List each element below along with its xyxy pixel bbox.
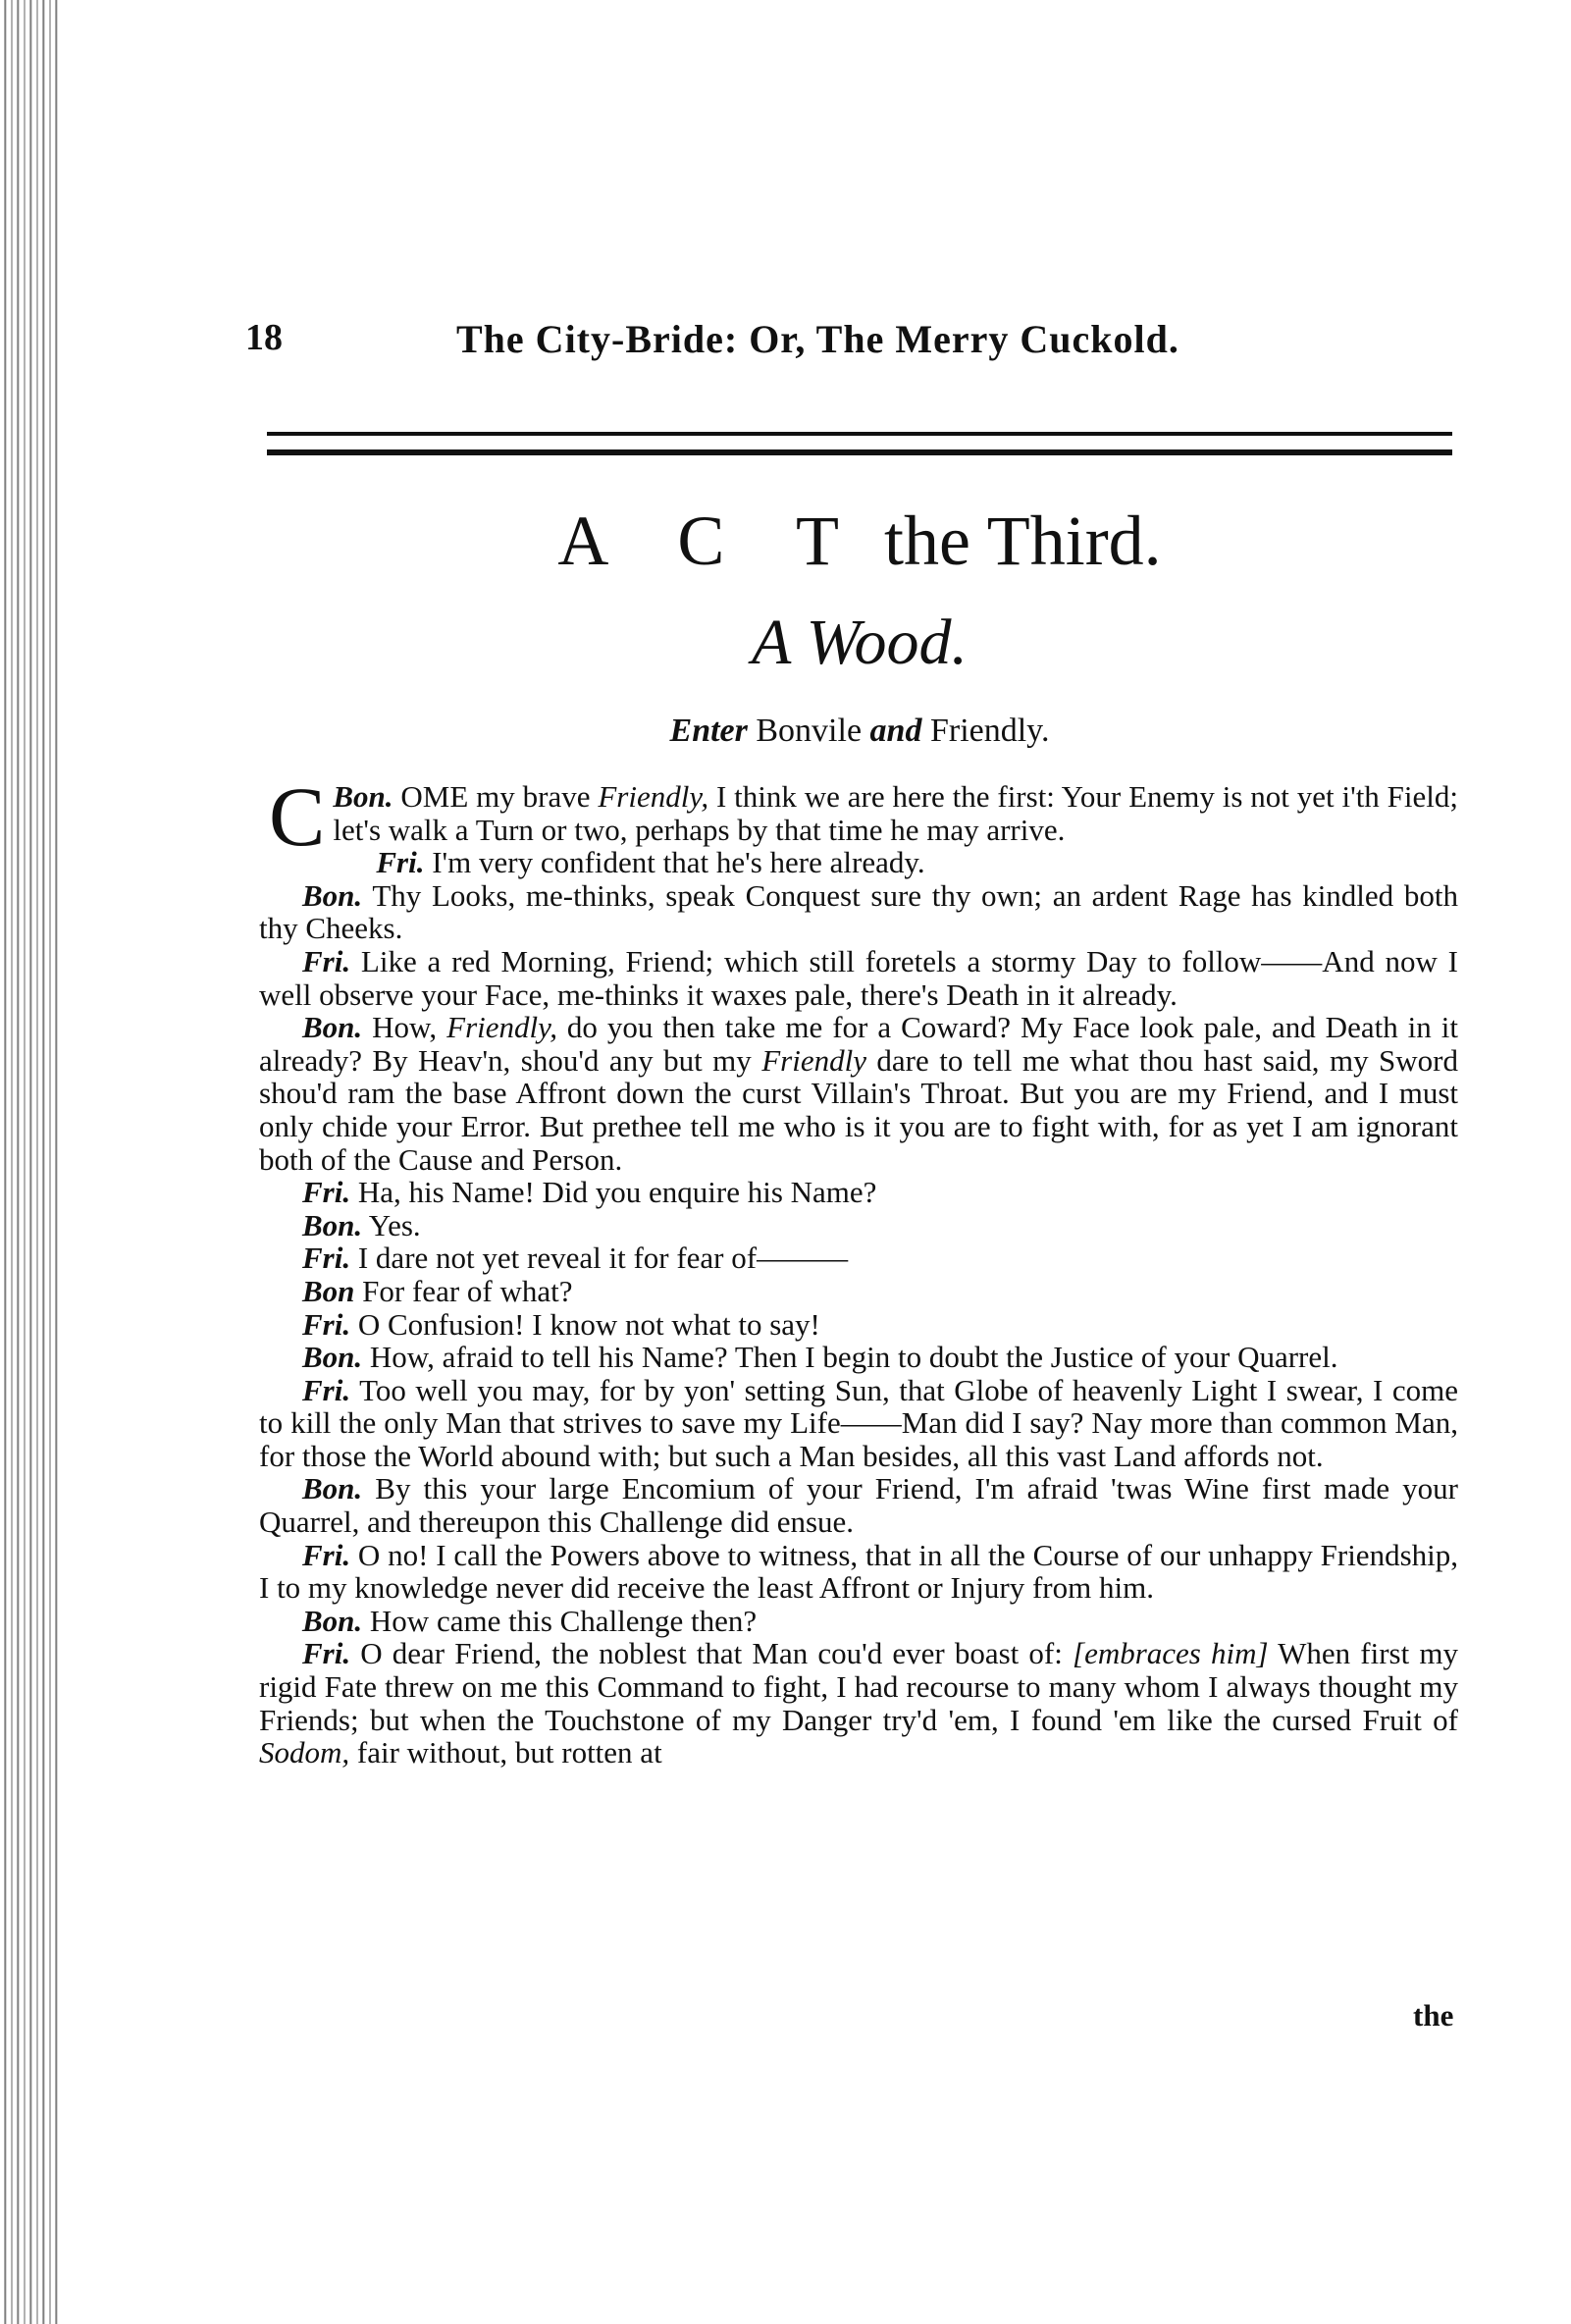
speech-text: Too well you may, for by yon' setting Sun, that Globe of heavenly Light I swear, I come to kill the only Man that strives to save my Life——Man did I say? Nay more than common Man, for those the World abound with; but such a Man besides, all this vast Land affords not. [259,1372,1458,1473]
act-heading [267,497,1452,585]
speech-text: do you then take me for a Coward? My Face look pale, and Death in it already? By Heav'n, shou'd any but my [259,1010,1458,1078]
header-rule-thick [267,449,1452,455]
italic-text: Sodom, [259,1735,350,1770]
speaker-name: Bon. [302,1471,363,1506]
speaker-name: Fri. [302,1306,351,1342]
speaker-name: Bon. [333,779,393,814]
speech-paragraph [259,1472,1458,1538]
speech-paragraph [259,1275,1458,1308]
stage-direction-character-2: Friendly. [929,713,1050,749]
speech-text: I'm very confident that he's here already. [432,845,925,880]
drop-cap: C [269,769,326,864]
stage-direction-character-1: Bonvile [756,713,863,749]
speech-text: dare to tell me what thou hast said, my Sword shou'd ram the base Affront down the curst Villain's Throat. But you are my Friend, and I must only chide your Error. But prethee tell me who is it you are to fight with, for as yet I am ignorant both of the Cause and Person. [259,1042,1459,1177]
speech-text: O no! I call the Powers above to witness, that in all the Course of our unhappy Friendship, I to my knowledge never did receive the least Affront or Injury from him. [259,1537,1458,1606]
speaker-name: Fri. [302,1372,351,1407]
speech-text: Ha, his Name! Did you enquire his Name? [357,1175,877,1210]
speech-paragraph [259,1241,1458,1275]
catchword: the [1413,1998,1454,2033]
stage-direction-and: and [869,713,922,749]
dialogue-body [259,769,1459,1770]
act-word: A C T [557,502,867,580]
speech-text: fair without, but rotten at [349,1735,662,1770]
speech-paragraph [259,1209,1458,1242]
speech-text: OME my brave [400,779,599,814]
speech-paragraph [259,846,1458,879]
speaker-name: Fri. [302,1241,351,1276]
speech-paragraph [259,1605,1458,1638]
speaker-name: Bon. [302,1010,363,1045]
stage-direction [267,709,1452,754]
stage-direction-enter: Enter [669,713,748,749]
speech-text: Like a red Morning, Friend; which still foretels a stormy Day to follow——And now I well observe your Face, me-thinks it waxes pale, there's Death in it already. [259,943,1459,1012]
speech-paragraph [259,1341,1458,1374]
speech-text: Yes. [368,1207,421,1242]
speech-text: How, [372,1010,447,1045]
italic-text: Friendly, [446,1010,557,1045]
act-number: the Third. [884,502,1162,580]
speech-text: By this your large Encomium of your Friend, I'm afraid 'twas Wine first made your Quarrel, and thereupon this Challenge did ensue. [259,1471,1458,1540]
italic-text: Friendly, [598,779,709,814]
binding-edge [0,0,61,2324]
speaker-name: Bon. [302,1207,363,1242]
speech-text: For fear of what? [362,1273,573,1308]
speaker-name: Fri. [302,1636,351,1671]
running-title: The City-Bride: Or, The Merry Cuckold. [456,317,1179,361]
speech-paragraph [259,1637,1458,1769]
speech-text: O Confusion! I know not what to say! [357,1306,820,1342]
speaker-name: Fri. [302,1175,351,1210]
speaker-name: Bon. [302,1340,363,1375]
speech-text: How came this Challenge then? [369,1603,758,1638]
italic-text: [embraces him] [1073,1636,1269,1671]
speech-text: Thy Looks, me-thinks, speak Conquest sure thy own; an ardent Rage has kindled both thy Cheeks. [259,877,1458,946]
page-header [245,316,1266,375]
speech-paragraph [259,1011,1458,1176]
speaker-name: Fri. [376,845,425,880]
speech-paragraph [259,1176,1458,1209]
speech-text: O dear Friend, the noblest that Man cou'd ever boast of: [360,1636,1073,1671]
speech-paragraph [259,879,1458,945]
page-number: 18 [245,317,283,358]
speaker-name: Fri. [302,1537,351,1572]
speaker-name: Bon. [302,1603,363,1638]
speaker-name: Fri. [302,943,351,978]
speech-paragraph [259,1374,1458,1473]
speech-text: I think we are here the first: Your Enemy is not yet i'th Field; let's walk a Turn or two, perhaps by that time he may arrive. [333,779,1458,847]
speaker-name: Bon. [302,877,363,913]
speech-text: When first my rigid Fate threw on me this Command to fight, I had recourse to many whom I always thought my Friends; but when the Touchstone of my Danger try'd 'em, I found 'em like the cursed Fruit of [259,1636,1458,1737]
speaker-name: Bon [302,1273,355,1308]
speech-paragraph [259,1539,1458,1605]
speech-paragraph [259,945,1458,1011]
speech-text: How, afraid to tell his Name? Then I begin to doubt the Justice of your Quarrel. [369,1340,1338,1375]
header-rule-thin [267,432,1452,436]
scene-heading: A Wood. [751,607,969,678]
speech-paragraph [259,1308,1458,1342]
italic-text: Friendly [761,1042,866,1078]
speech-text: I dare not yet reveal it for fear of——— [357,1241,849,1276]
